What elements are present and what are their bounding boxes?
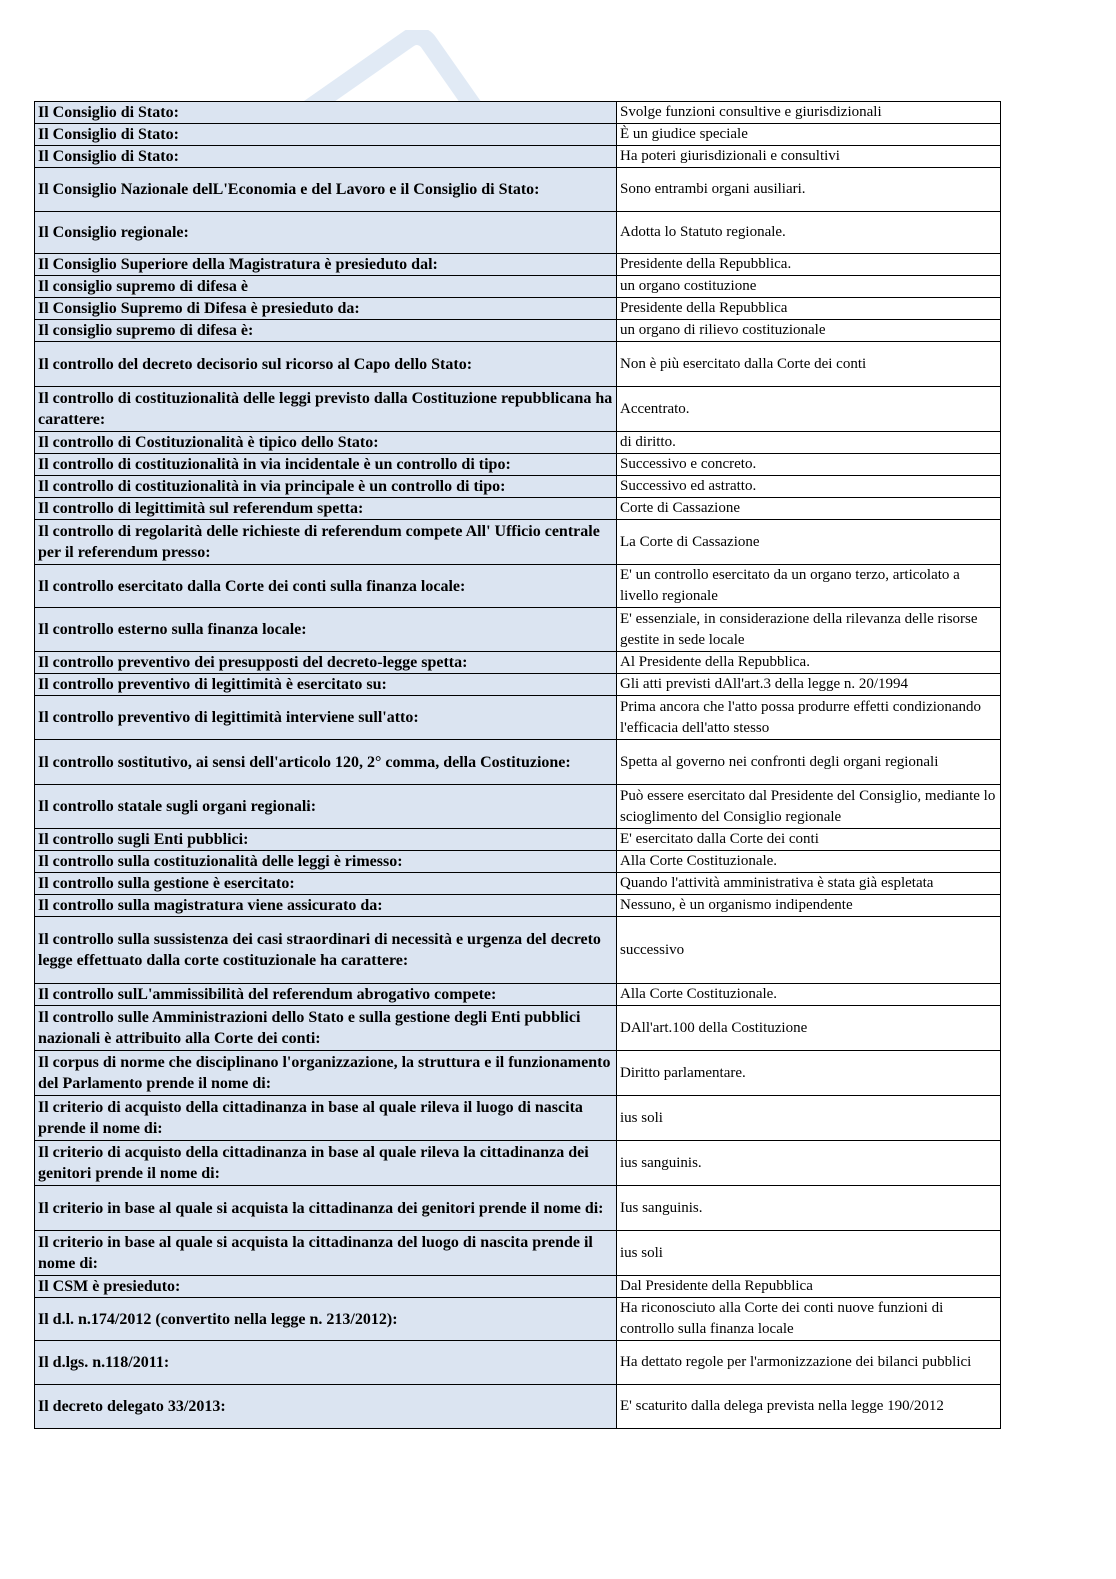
table-row xyxy=(35,873,1001,895)
question-cell: Il controllo sugli Enti pubblici: xyxy=(35,829,617,851)
question-cell: Il Consiglio di Stato: xyxy=(35,124,617,146)
question-cell: Il criterio in base al quale si acquista la cittadinanza dei genitori prende il nome di: xyxy=(35,1186,617,1231)
answer-cell: E' scaturito dalla delega prevista nella legge 190/2012 xyxy=(617,1385,1001,1429)
question-cell: Il controllo sulL'ammissibilità del referendum abrogativo compete: xyxy=(35,984,617,1006)
question-cell: Il Consiglio Nazionale delL'Economia e del Lavoro e il Consiglio di Stato: xyxy=(35,168,617,212)
question-cell: Il Consiglio regionale: xyxy=(35,212,617,254)
table-row xyxy=(35,276,1001,298)
question-cell: Il controllo di regolarità delle richieste di referendum compete All' Ufficio centrale per il referendum presso: xyxy=(35,520,617,565)
question-cell: Il controllo statale sugli organi regionali: xyxy=(35,785,617,829)
table-row xyxy=(35,1276,1001,1298)
question-cell: Il controllo sulle Amministrazioni dello Stato e sulla gestione degli Enti pubblici nazionali è attribuito alla Corte dei conti: xyxy=(35,1006,617,1051)
table-row xyxy=(35,520,1001,565)
answer-cell: ius sanguinis. xyxy=(617,1141,1001,1186)
table-row xyxy=(35,320,1001,342)
table-row xyxy=(35,387,1001,432)
question-cell: Il controllo sulla gestione è esercitato: xyxy=(35,873,617,895)
table-row xyxy=(35,1231,1001,1276)
answer-cell: La Corte di Cassazione xyxy=(617,520,1001,565)
question-cell: Il controllo preventivo di legittimità è esercitato su: xyxy=(35,674,617,696)
answer-cell: Diritto parlamentare. xyxy=(617,1051,1001,1096)
question-cell: Il Consiglio Superiore della Magistratura è presieduto dal: xyxy=(35,254,617,276)
table-row xyxy=(35,454,1001,476)
table-row xyxy=(35,254,1001,276)
table-row xyxy=(35,498,1001,520)
table-row xyxy=(35,102,1001,124)
question-cell: Il d.lgs. n.118/2011: xyxy=(35,1341,617,1385)
answer-cell: Accentrato. xyxy=(617,387,1001,432)
answer-cell: Corte di Cassazione xyxy=(617,498,1001,520)
question-cell: Il controllo esterno sulla finanza locale: xyxy=(35,608,617,652)
answer-cell: Ha poteri giurisdizionali e consultivi xyxy=(617,146,1001,168)
question-cell: Il controllo preventivo dei presupposti del decreto-legge spetta: xyxy=(35,652,617,674)
answer-cell: Alla Corte Costituzionale. xyxy=(617,851,1001,873)
answer-cell: Non è più esercitato dalla Corte dei conti xyxy=(617,342,1001,387)
question-cell: Il consiglio supremo di difesa è xyxy=(35,276,617,298)
table-row xyxy=(35,851,1001,873)
answer-cell: Spetta al governo nei confronti degli organi regionali xyxy=(617,740,1001,785)
table-row xyxy=(35,1141,1001,1186)
answer-cell: Gli atti previsti dAll'art.3 della legge n. 20/1994 xyxy=(617,674,1001,696)
question-cell: Il controllo di costituzionalità in via incidentale è un controllo di tipo: xyxy=(35,454,617,476)
table-row xyxy=(35,674,1001,696)
table-row xyxy=(35,212,1001,254)
question-cell: Il criterio di acquisto della cittadinanza in base al quale rileva la cittadinanza dei genitori prende il nome di: xyxy=(35,1141,617,1186)
answer-cell: Dal Presidente della Repubblica xyxy=(617,1276,1001,1298)
question-cell: Il criterio di acquisto della cittadinanza in base al quale rileva il luogo di nascita prende il nome di: xyxy=(35,1096,617,1141)
answer-cell: di diritto. xyxy=(617,432,1001,454)
answer-cell: Sono entrambi organi ausiliari. xyxy=(617,168,1001,212)
answer-cell: Alla Corte Costituzionale. xyxy=(617,984,1001,1006)
table-row xyxy=(35,652,1001,674)
answer-cell: ius soli xyxy=(617,1231,1001,1276)
table-row xyxy=(35,1341,1001,1385)
answer-cell: È un giudice speciale xyxy=(617,124,1001,146)
answer-cell: Nessuno, è un organismo indipendente xyxy=(617,895,1001,917)
question-cell: Il criterio in base al quale si acquista la cittadinanza del luogo di nascita prende il nome di: xyxy=(35,1231,617,1276)
qa-table xyxy=(34,101,1001,1429)
table-row xyxy=(35,785,1001,829)
answer-cell: Prima ancora che l'atto possa produrre effetti condizionando l'efficacia dell'atto stesso xyxy=(617,696,1001,740)
answer-cell: E' essenziale, in considerazione della rilevanza delle risorse gestite in sede locale xyxy=(617,608,1001,652)
table-row xyxy=(35,1298,1001,1341)
table-row xyxy=(35,829,1001,851)
answer-cell: successivo xyxy=(617,917,1001,984)
answer-cell: un organo costituzione xyxy=(617,276,1001,298)
question-cell: Il controllo esercitato dalla Corte dei conti sulla finanza locale: xyxy=(35,565,617,608)
question-cell: Il controllo di costituzionalità delle leggi previsto dalla Costituzione repubblicana ha carattere: xyxy=(35,387,617,432)
table-row xyxy=(35,917,1001,984)
answer-cell: Quando l'attività amministrativa è stata già espletata xyxy=(617,873,1001,895)
answer-cell: Adotta lo Statuto regionale. xyxy=(617,212,1001,254)
table-row xyxy=(35,124,1001,146)
table-row xyxy=(35,342,1001,387)
question-cell: Il corpus di norme che disciplinano l'organizzazione, la struttura e il funzionamento del Parlamento prende il nome di: xyxy=(35,1051,617,1096)
answer-cell: Successivo ed astratto. xyxy=(617,476,1001,498)
question-cell: Il controllo di legittimità sul referendum spetta: xyxy=(35,498,617,520)
question-cell: Il controllo sulla magistratura viene assicurato da: xyxy=(35,895,617,917)
question-cell: Il controllo di Costituzionalità è tipico dello Stato: xyxy=(35,432,617,454)
answer-cell: Ha dettato regole per l'armonizzazione dei bilanci pubblici xyxy=(617,1341,1001,1385)
table-row xyxy=(35,895,1001,917)
question-cell: Il controllo sulla costituzionalità delle leggi è rimesso: xyxy=(35,851,617,873)
answer-cell: Successivo e concreto. xyxy=(617,454,1001,476)
table-row xyxy=(35,432,1001,454)
answer-cell: E' un controllo esercitato da un organo terzo, articolato a livello regionale xyxy=(617,565,1001,608)
table-row xyxy=(35,1051,1001,1096)
table-row xyxy=(35,740,1001,785)
question-cell: Il controllo del decreto decisorio sul ricorso al Capo dello Stato: xyxy=(35,342,617,387)
answer-cell: Svolge funzioni consultive e giurisdizionali xyxy=(617,102,1001,124)
question-cell: Il Consiglio di Stato: xyxy=(35,102,617,124)
table-row xyxy=(35,608,1001,652)
answer-cell: DAll'art.100 della Costituzione xyxy=(617,1006,1001,1051)
answer-cell: un organo di rilievo costituzionale xyxy=(617,320,1001,342)
question-cell: Il consiglio supremo di difesa è: xyxy=(35,320,617,342)
table-row xyxy=(35,298,1001,320)
table-row xyxy=(35,1186,1001,1231)
table-row xyxy=(35,1096,1001,1141)
answer-cell: Può essere esercitato dal Presidente del Consiglio, mediante lo scioglimento del Consiglio regionale xyxy=(617,785,1001,829)
question-cell: Il Consiglio Supremo di Difesa è presieduto da: xyxy=(35,298,617,320)
answer-cell: Al Presidente della Repubblica. xyxy=(617,652,1001,674)
answer-cell: Presidente della Repubblica. xyxy=(617,254,1001,276)
answer-cell: ius soli xyxy=(617,1096,1001,1141)
answer-cell: E' esercitato dalla Corte dei conti xyxy=(617,829,1001,851)
question-cell: Il d.l. n.174/2012 (convertito nella legge n. 213/2012): xyxy=(35,1298,617,1341)
question-cell: Il controllo sostitutivo, ai sensi dell'articolo 120, 2° comma, della Costituzione: xyxy=(35,740,617,785)
question-cell: Il controllo sulla sussistenza dei casi straordinari di necessità e urgenza del decreto legge effettuato dalla corte costituzionale ha carattere: xyxy=(35,917,617,984)
table-row xyxy=(35,168,1001,212)
question-cell: Il decreto delegato 33/2013: xyxy=(35,1385,617,1429)
answer-cell: Ius sanguinis. xyxy=(617,1186,1001,1231)
question-cell: Il controllo preventivo di legittimità interviene sull'atto: xyxy=(35,696,617,740)
answer-cell: Presidente della Repubblica xyxy=(617,298,1001,320)
question-cell: Il Consiglio di Stato: xyxy=(35,146,617,168)
table-row xyxy=(35,1385,1001,1429)
table-row xyxy=(35,476,1001,498)
table-row xyxy=(35,984,1001,1006)
table-row xyxy=(35,146,1001,168)
table-row xyxy=(35,696,1001,740)
question-cell: Il controllo di costituzionalità in via principale è un controllo di tipo: xyxy=(35,476,617,498)
question-cell: Il CSM è presieduto: xyxy=(35,1276,617,1298)
answer-cell: Ha riconosciuto alla Corte dei conti nuove funzioni di controllo sulla finanza locale xyxy=(617,1298,1001,1341)
table-row xyxy=(35,565,1001,608)
table-row xyxy=(35,1006,1001,1051)
